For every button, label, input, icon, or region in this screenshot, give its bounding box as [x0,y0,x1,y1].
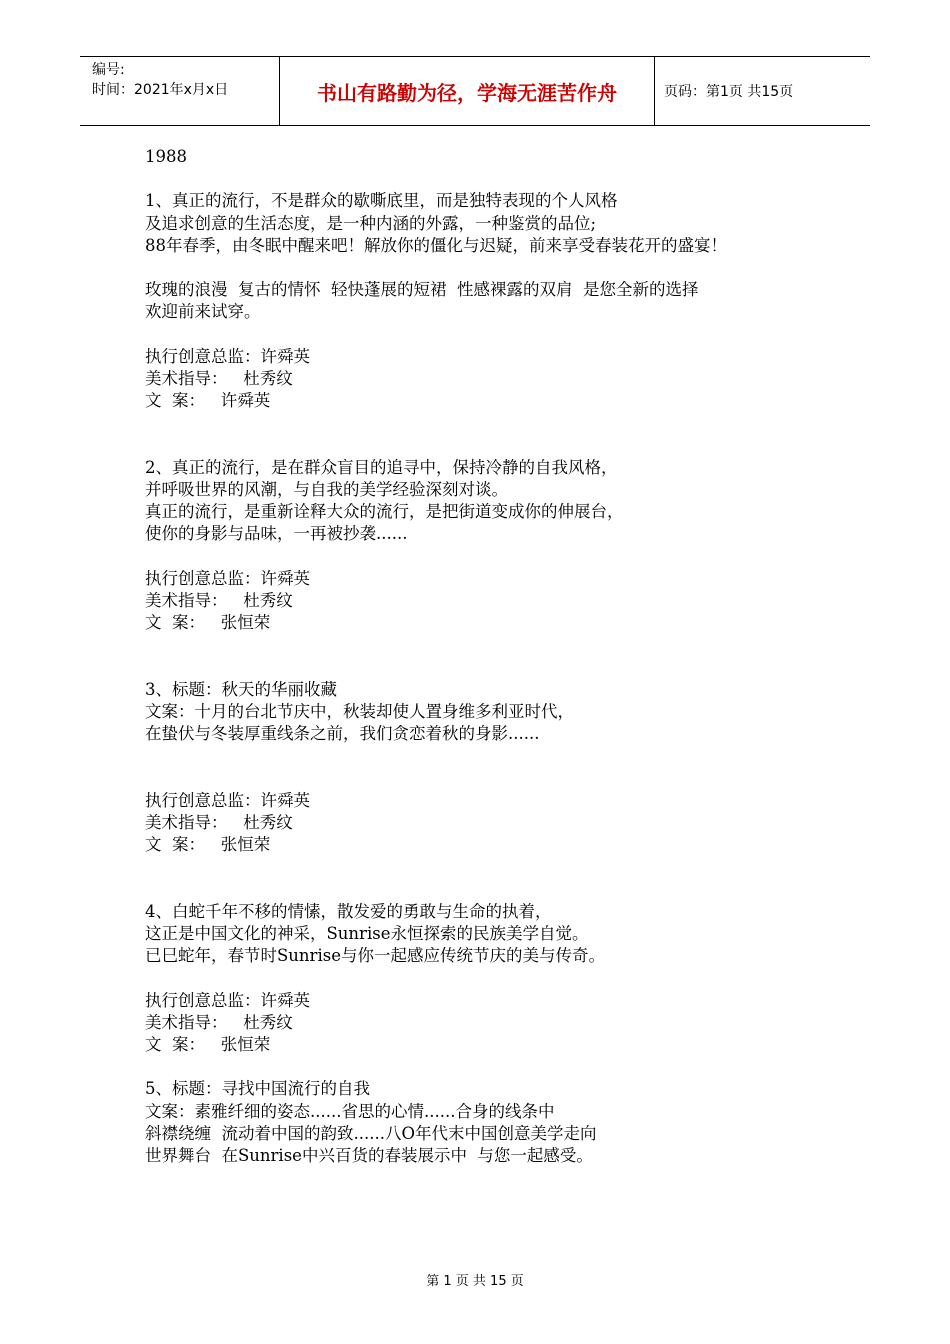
section-2 [145,457,845,635]
section-line: 真正的流行，是重新诠释大众的流行，是把街道变成你的伸展台， [145,502,624,522]
credit-copywriter: 文 案： 许舜英 [145,391,271,411]
header-page-info [654,57,870,125]
motto-text: 书山有路勤为径，学海无涯苦作舟 [317,80,617,105]
section-line: 88年春季，由冬眠中醒来吧！解放你的僵化与迟疑，前来享受春装花开的盛宴！ [145,235,727,255]
section-line: 世界舞台 在Sunrise中兴百货的春装展示中 与您一起感受。 [145,1145,593,1165]
section-line: 使你的身影与品味，一再被抄袭...... [145,524,408,544]
section-line: 文案：十月的台北节庆中，秋装却使人置身维多利亚时代， [145,701,574,721]
section-line: 斜襟绕缠 流动着中国的韵致......八O年代末中国创意美学走向 [145,1123,597,1143]
credit-copywriter: 文 案： 张恒荣 [145,835,271,855]
section-line: 及追求创意的生活态度，是一种内涵的外露，一种鉴赏的品位; [145,213,597,233]
section-line: 文案：素雅纤细的姿态......省思的心情......合身的线条中 [145,1101,555,1121]
document-number-label: 编号: [92,62,125,78]
section-line: 玫瑰的浪漫 复古的情怀 轻快蓬展的短裙 性感裸露的双肩 是您全新的选择 [145,280,699,300]
document-time-label: 时间：2021年x月x日 [92,82,229,98]
section-3 [145,679,845,857]
section-line: 在蛰伏与冬装厚重线条之前，我们贪恋着秋的身影...... [145,724,540,744]
section-line: 5、标题：寻找中国流行的自我 [145,1079,370,1099]
page-footer [0,1270,950,1289]
page-header [80,56,870,126]
footer-page-number: 第 1 页 共 15 页 [426,1274,524,1289]
section-line: 1、真正的流行，不是群众的歇嘶底里，而是独特表现的个人风格 [145,191,618,211]
credit-creative-director: 执行创意总监：许舜英 [145,790,310,810]
year-heading: 1988 [145,147,187,166]
section-4 [145,901,845,1056]
credit-copywriter: 文 案： 张恒荣 [145,1034,271,1054]
credit-creative-director: 执行创意总监：许舜英 [145,346,310,366]
credit-art-director: 美术指导： 杜秀纹 [145,1012,293,1032]
section-line: 这正是中国文化的神采，Sunrise永恒探索的民族美学自觉。 [145,923,589,943]
header-motto [280,57,655,125]
document-body [145,146,845,1167]
section-line: 3、标题：秋天的华丽收藏 [145,679,337,699]
section-line: 已巳蛇年，春节时Sunrise与你一起感应传统节庆的美与传奇。 [145,946,605,966]
section-line: 欢迎前来试穿。 [145,302,261,322]
credit-creative-director: 执行创意总监：许舜英 [145,568,310,588]
credit-creative-director: 执行创意总监：许舜英 [145,990,310,1010]
section-5 [145,1078,845,1167]
section-line: 2、真正的流行，是在群众盲目的追寻中，保持冷静的自我风格， [145,457,618,477]
credit-art-director: 美术指导： 杜秀纹 [145,368,293,388]
credit-art-director: 美术指导： 杜秀纹 [145,590,293,610]
credit-art-director: 美术指导： 杜秀纹 [145,812,293,832]
credit-copywriter: 文 案： 张恒荣 [145,613,271,633]
header-meta [80,57,280,125]
section-1 [145,190,845,412]
section-line: 4、白蛇千年不移的情愫，散发爱的勇敢与生命的执着， [145,901,552,921]
section-line: 并呼吸世界的风潮，与自我的美学经验深刻对谈。 [145,479,508,499]
page-info-text: 页码：第1页 共15页 [664,84,794,100]
